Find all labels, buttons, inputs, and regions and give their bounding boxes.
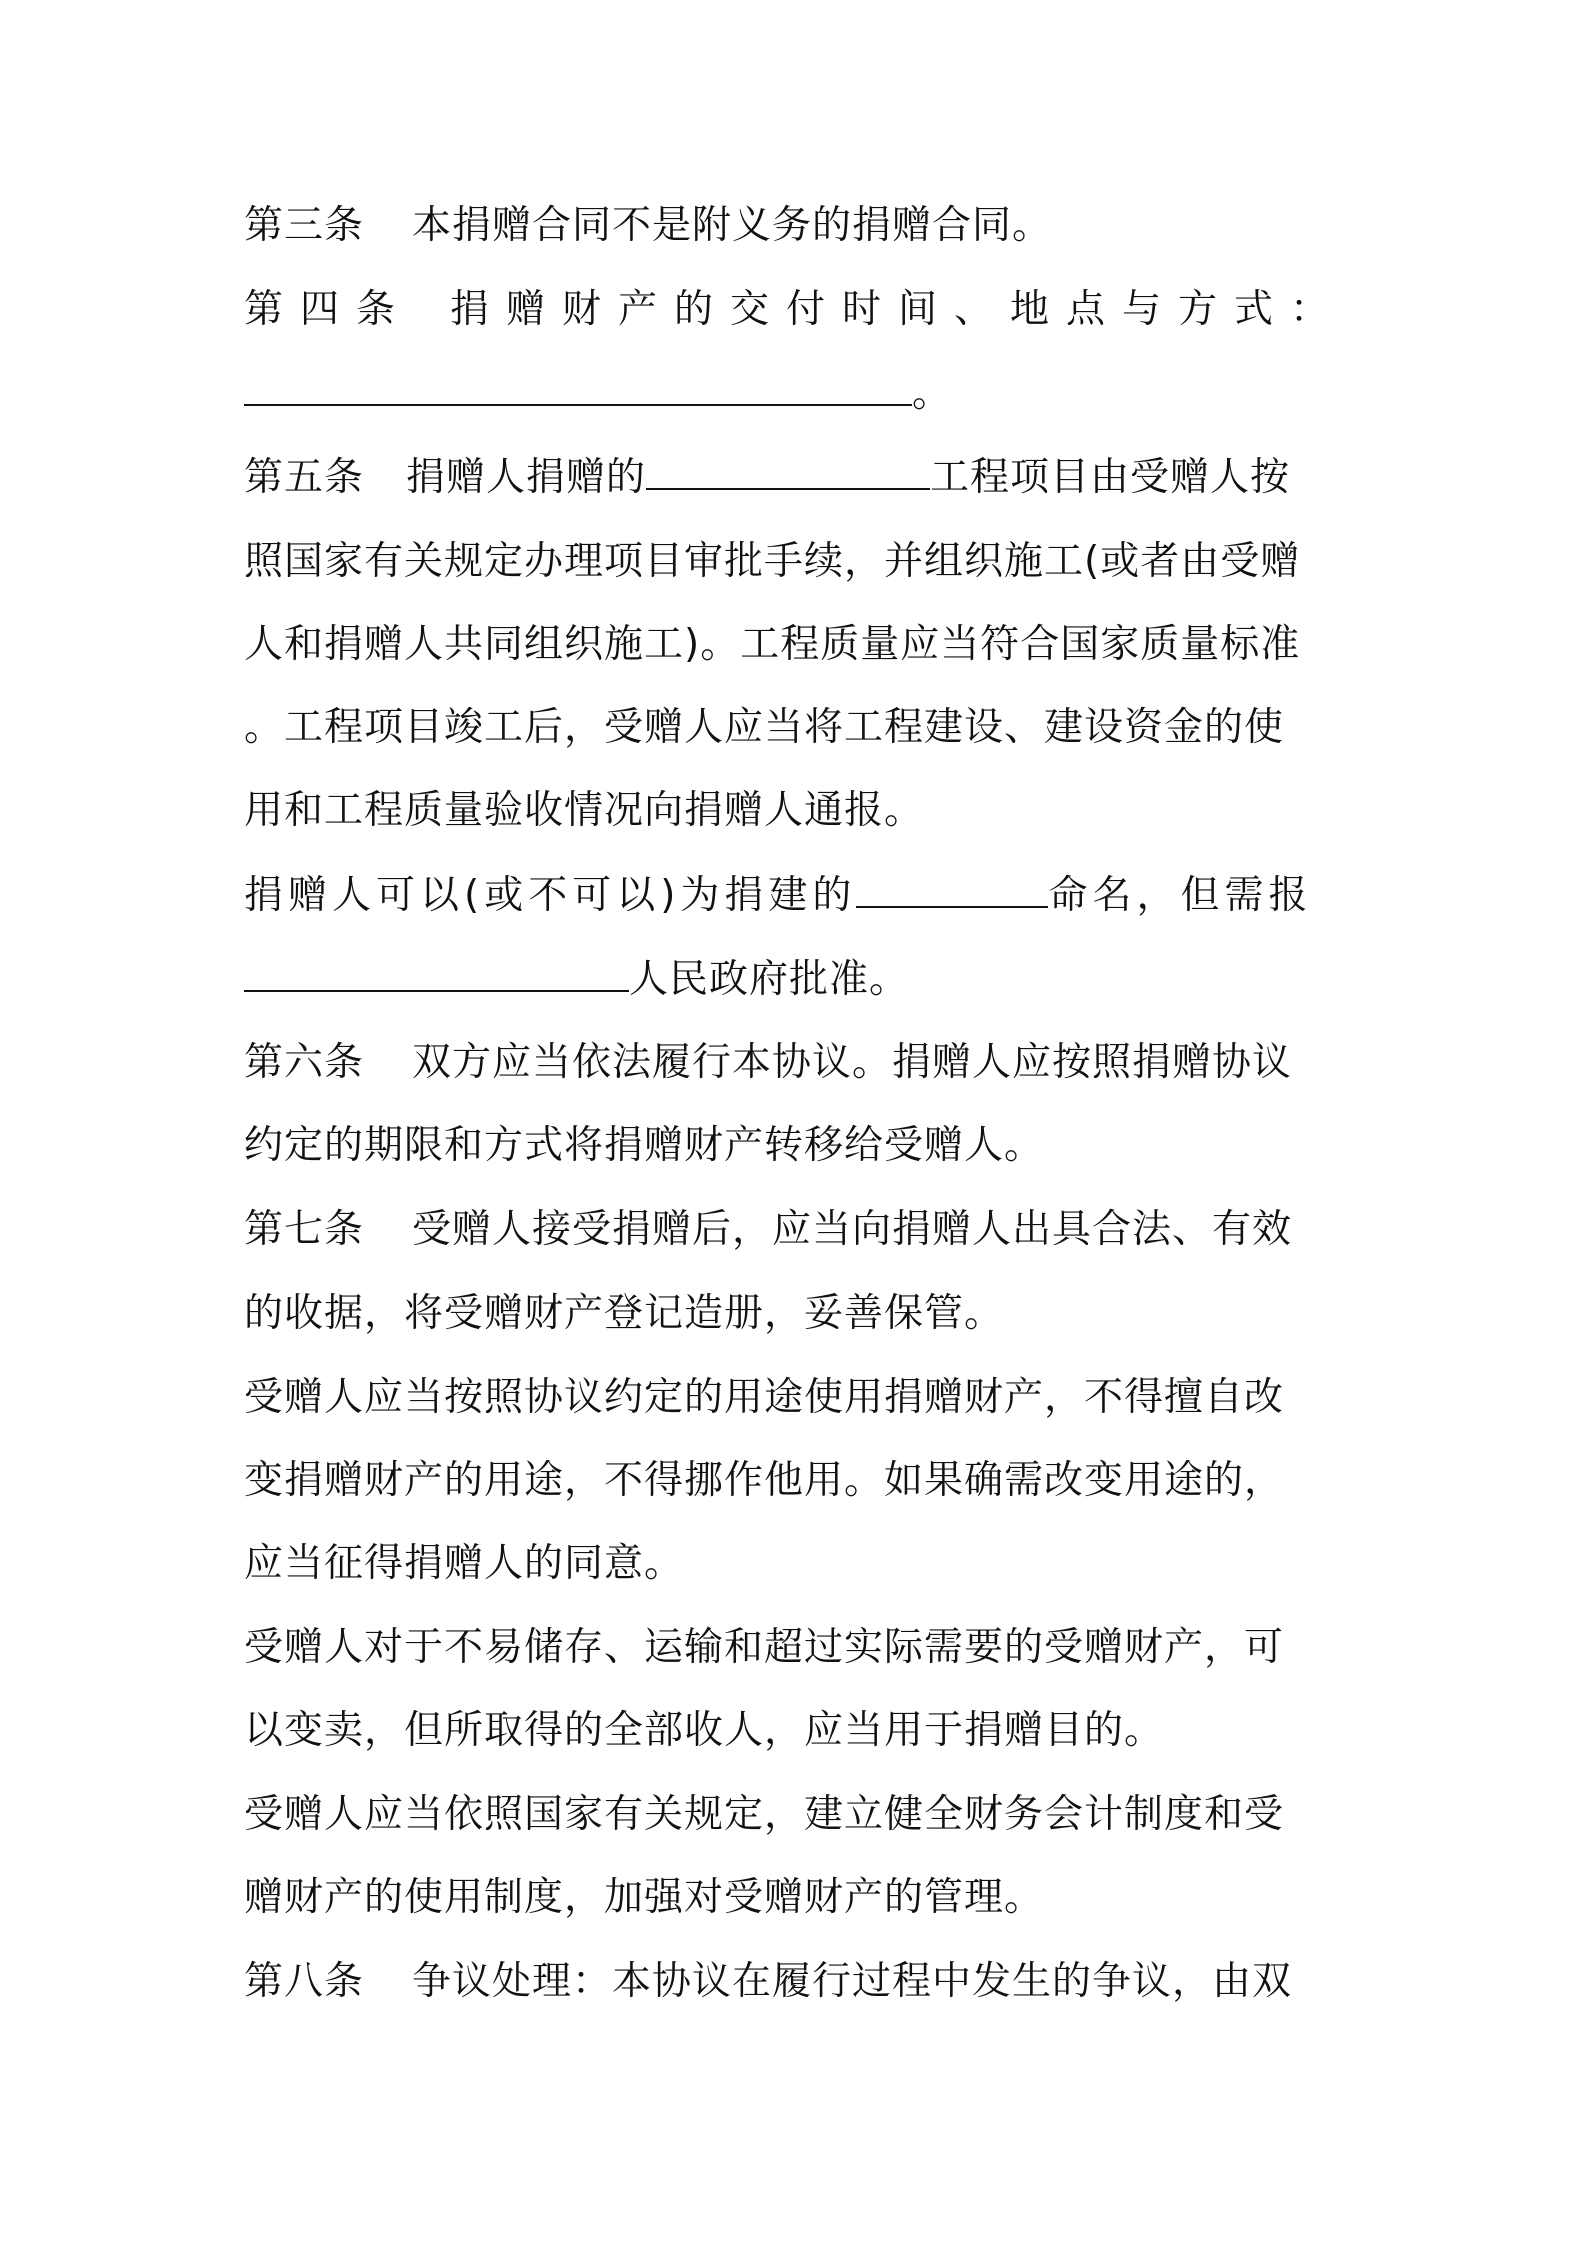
article-7-line-5: 应当征得捐赠人的同意。 bbox=[244, 1541, 685, 1586]
article-5-line-3: 人和捐赠人共同组织施工)。工程质量应当符合国家质量标准 bbox=[244, 622, 1301, 667]
article-5-heading: 第五条 bbox=[244, 455, 365, 500]
article-7-line-9: 赠财产的使用制度，加强对受赠财产的管理。 bbox=[244, 1875, 1045, 1920]
article-6-heading: 第六条 bbox=[244, 1040, 365, 1085]
article-7-line-4: 变捐赠财产的用途，不得挪作他用。如果确需改变用途的， bbox=[244, 1458, 1285, 1503]
naming-text: 命名，但需报 bbox=[1048, 873, 1313, 918]
approval-text: 人民政府批准。 bbox=[629, 957, 910, 1002]
article-7-line-3: 受赠人应当按照协议约定的用途使用捐赠财产，不得擅自改 bbox=[244, 1375, 1285, 1420]
fill-in-blank bbox=[244, 364, 912, 406]
article-5-line-5: 用和工程质量验收情况向捐赠人通报。 bbox=[244, 788, 925, 833]
article-6-line-2: 约定的期限和方式将捐赠财产转移给受赠人。 bbox=[244, 1123, 1045, 1168]
article-3-heading: 第三条 bbox=[244, 203, 365, 248]
article-6 bbox=[244, 1033, 1292, 1093]
article-7-line-7: 以变卖，但所取得的全部收人，应当用于捐赠目的。 bbox=[244, 1708, 1165, 1753]
article-7-text: 受赠人接受捐赠后，应当向捐赠人出具合法、有效 bbox=[412, 1207, 1293, 1252]
article-5-text: 捐赠人捐赠的 bbox=[406, 455, 647, 500]
approval-clause bbox=[244, 950, 909, 1010]
article-5-line-1 bbox=[244, 448, 1290, 508]
article-7-line-6: 受赠人对于不易储存、运输和超过实际需要的受赠财产，可 bbox=[244, 1625, 1285, 1670]
article-8-text: 争议处理：本协议在履行过程中发生的争议，由双 bbox=[412, 1959, 1293, 2004]
article-4 bbox=[244, 280, 1346, 340]
article-6-text: 双方应当依法履行本协议。捐赠人应按照捐赠协议 bbox=[412, 1040, 1293, 1085]
article-8 bbox=[244, 1952, 1292, 2012]
article-7-heading: 第七条 bbox=[244, 1207, 365, 1252]
article-3 bbox=[244, 196, 1052, 256]
fill-in-blank bbox=[856, 866, 1048, 908]
fill-in-blank bbox=[244, 950, 629, 992]
naming-clause bbox=[244, 866, 1312, 926]
article-4-end: 。 bbox=[912, 371, 953, 416]
article-5-line-2: 照国家有关规定办理项目审批手续，并组织施工(或者由受赠 bbox=[244, 539, 1301, 584]
naming-text: 捐赠人可以(或不可以)为捐建的 bbox=[244, 873, 857, 918]
article-8-heading: 第八条 bbox=[244, 1959, 365, 2004]
article-4-heading: 第四条 bbox=[244, 287, 413, 332]
article-7-line-8: 受赠人应当依照国家有关规定，建立健全财务会计制度和受 bbox=[244, 1792, 1285, 1837]
article-3-text: 本捐赠合同不是附义务的捐赠合同。 bbox=[412, 203, 1053, 248]
article-4-blank-line bbox=[244, 364, 952, 424]
fill-in-blank bbox=[646, 448, 930, 490]
article-7-line-2: 的收据，将受赠财产登记造册，妥善保管。 bbox=[244, 1291, 1005, 1336]
article-4-text: 捐赠财产的交付时间、地点与方式： bbox=[450, 287, 1347, 332]
article-7 bbox=[244, 1200, 1292, 1260]
article-5-text: 工程项目由受赠人按 bbox=[930, 455, 1291, 500]
article-5-line-4: 。工程项目竣工后，受赠人应当将工程建设、建设资金的使 bbox=[244, 705, 1285, 750]
